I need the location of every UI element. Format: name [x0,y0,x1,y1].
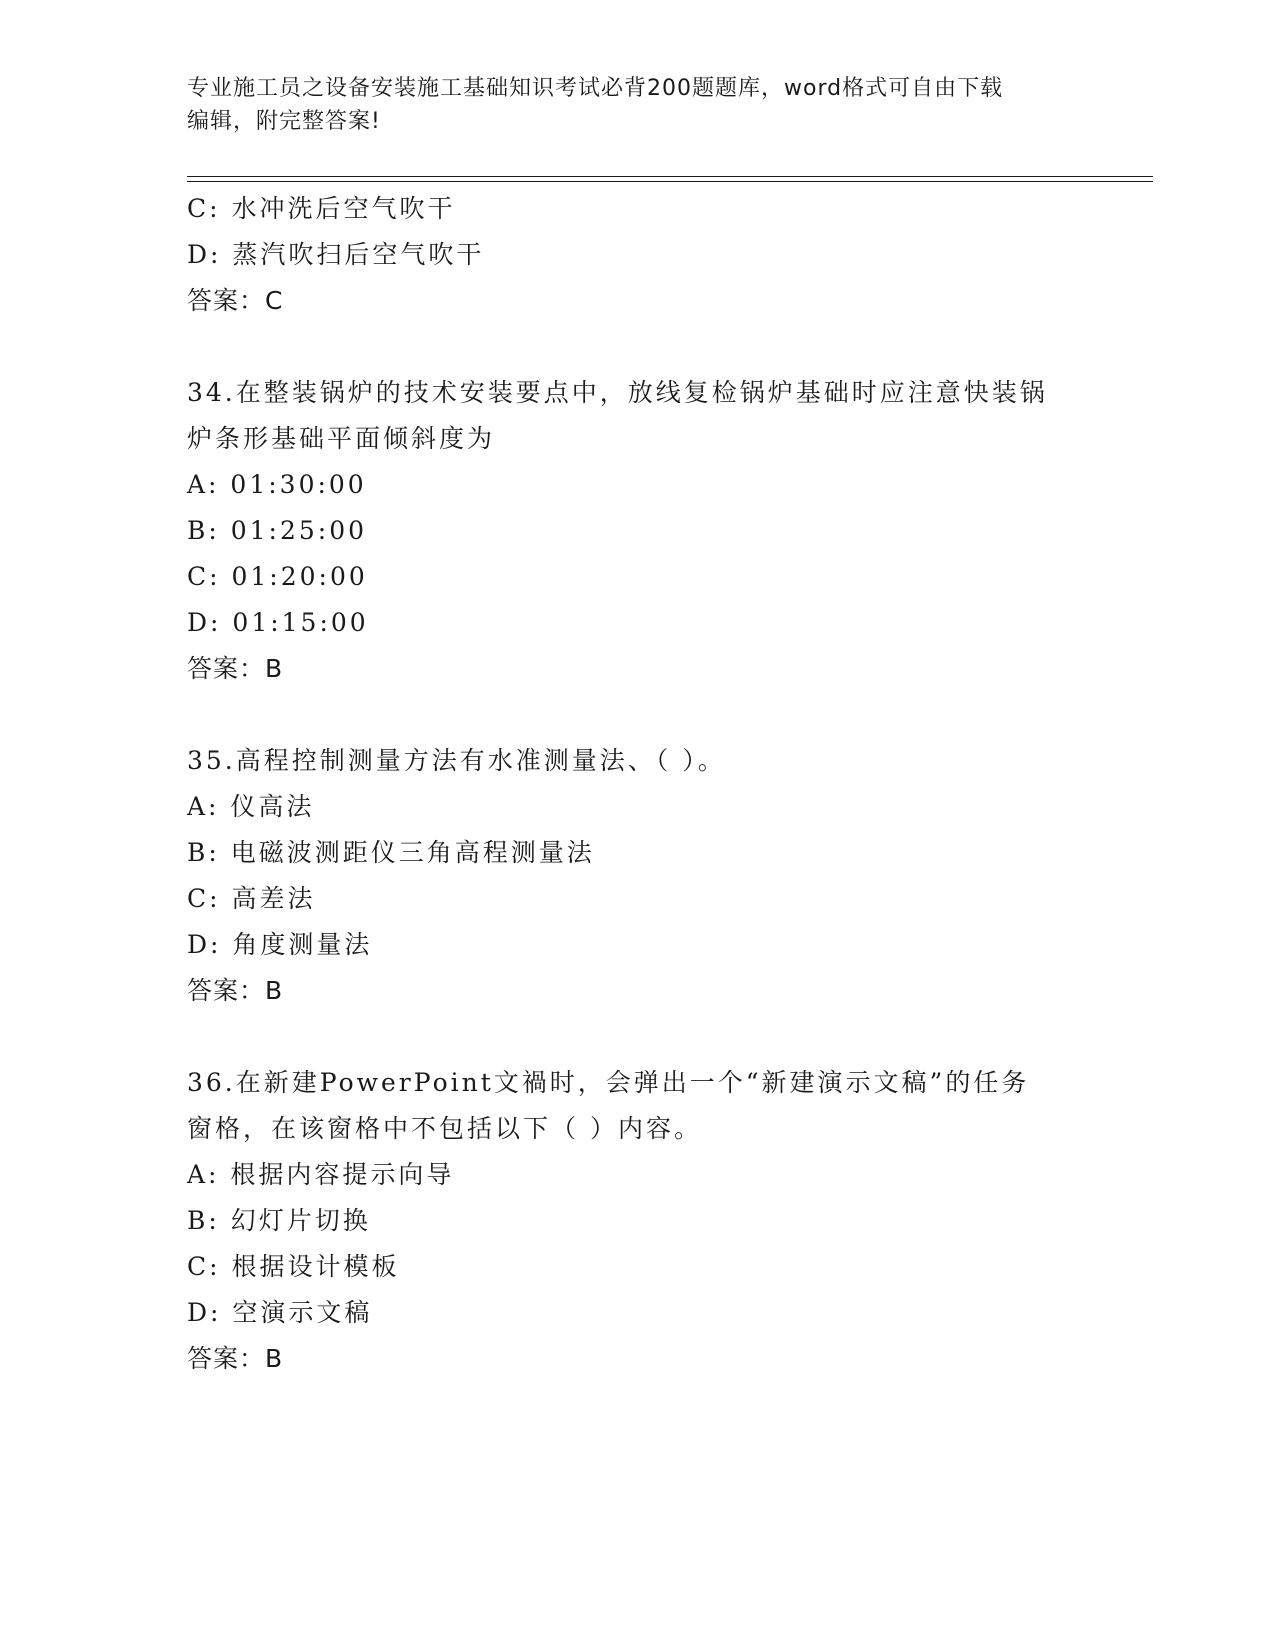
option-a: A: 仪高法 [187,792,315,821]
document-header [187,72,1087,138]
option-c: C: 高差法 [187,884,316,913]
question-list [187,186,1087,1382]
header-title-line1: 专业施工员之设备安装施工基础知识考试必背200题题库，word格式可自由下载 [187,76,1004,101]
answer-line: 答案：C [187,286,284,315]
option-b: B: 电磁波测距仪三角高程测量法 [187,838,595,867]
question-34 [187,370,1087,692]
question-stem-line2: 窗格，在该窗格中不包括以下（ ）内容。 [187,1114,702,1143]
option-c: C: 01:20:00 [187,562,368,591]
answer-line: 答案：B [187,1344,284,1373]
option-a: A: 根据内容提示向导 [187,1160,455,1189]
option-b: B: 01:25:00 [187,516,368,545]
question-stem-line1: 36.在新建PowerPoint文禍时，会弹出一个“新建演示文稿”的任务 [187,1068,1030,1097]
question-stem-line1: 34.在整装锅炉的技术安装要点中，放线复检锅炉基础时应注意快装锅 [187,378,1048,407]
option-c: C: 根据设计模板 [187,1252,400,1281]
spacer [187,1014,1087,1060]
option-d: D: 01:15:00 [187,608,369,637]
header-title-line2: 编辑，附完整答案! [187,109,381,134]
spacer [187,324,1087,370]
option-d: D: 空演示文稿 [187,1298,373,1327]
option-d: D: 角度测量法 [187,930,373,959]
option-a: A: 01:30:00 [187,470,367,499]
spacer [187,692,1087,738]
question-stem-line1: 35.高程控制测量方法有水准测量法、（ ）。 [187,746,726,775]
answer-line: 答案：B [187,976,284,1005]
question-stem-line2: 炉条形基础平面倾斜度为 [187,424,496,453]
option-c: C: 水冲洗后空气吹干 [187,194,456,223]
question-33-tail [187,186,1087,324]
answer-line: 答案：B [187,654,284,683]
question-36 [187,1060,1087,1382]
header-divider-bottom [187,181,1153,182]
question-35 [187,738,1087,1014]
option-b: B: 幻灯片切换 [187,1206,371,1235]
header-divider-top [187,176,1153,177]
option-d: D: 蒸汽吹扫后空气吹干 [187,240,485,269]
